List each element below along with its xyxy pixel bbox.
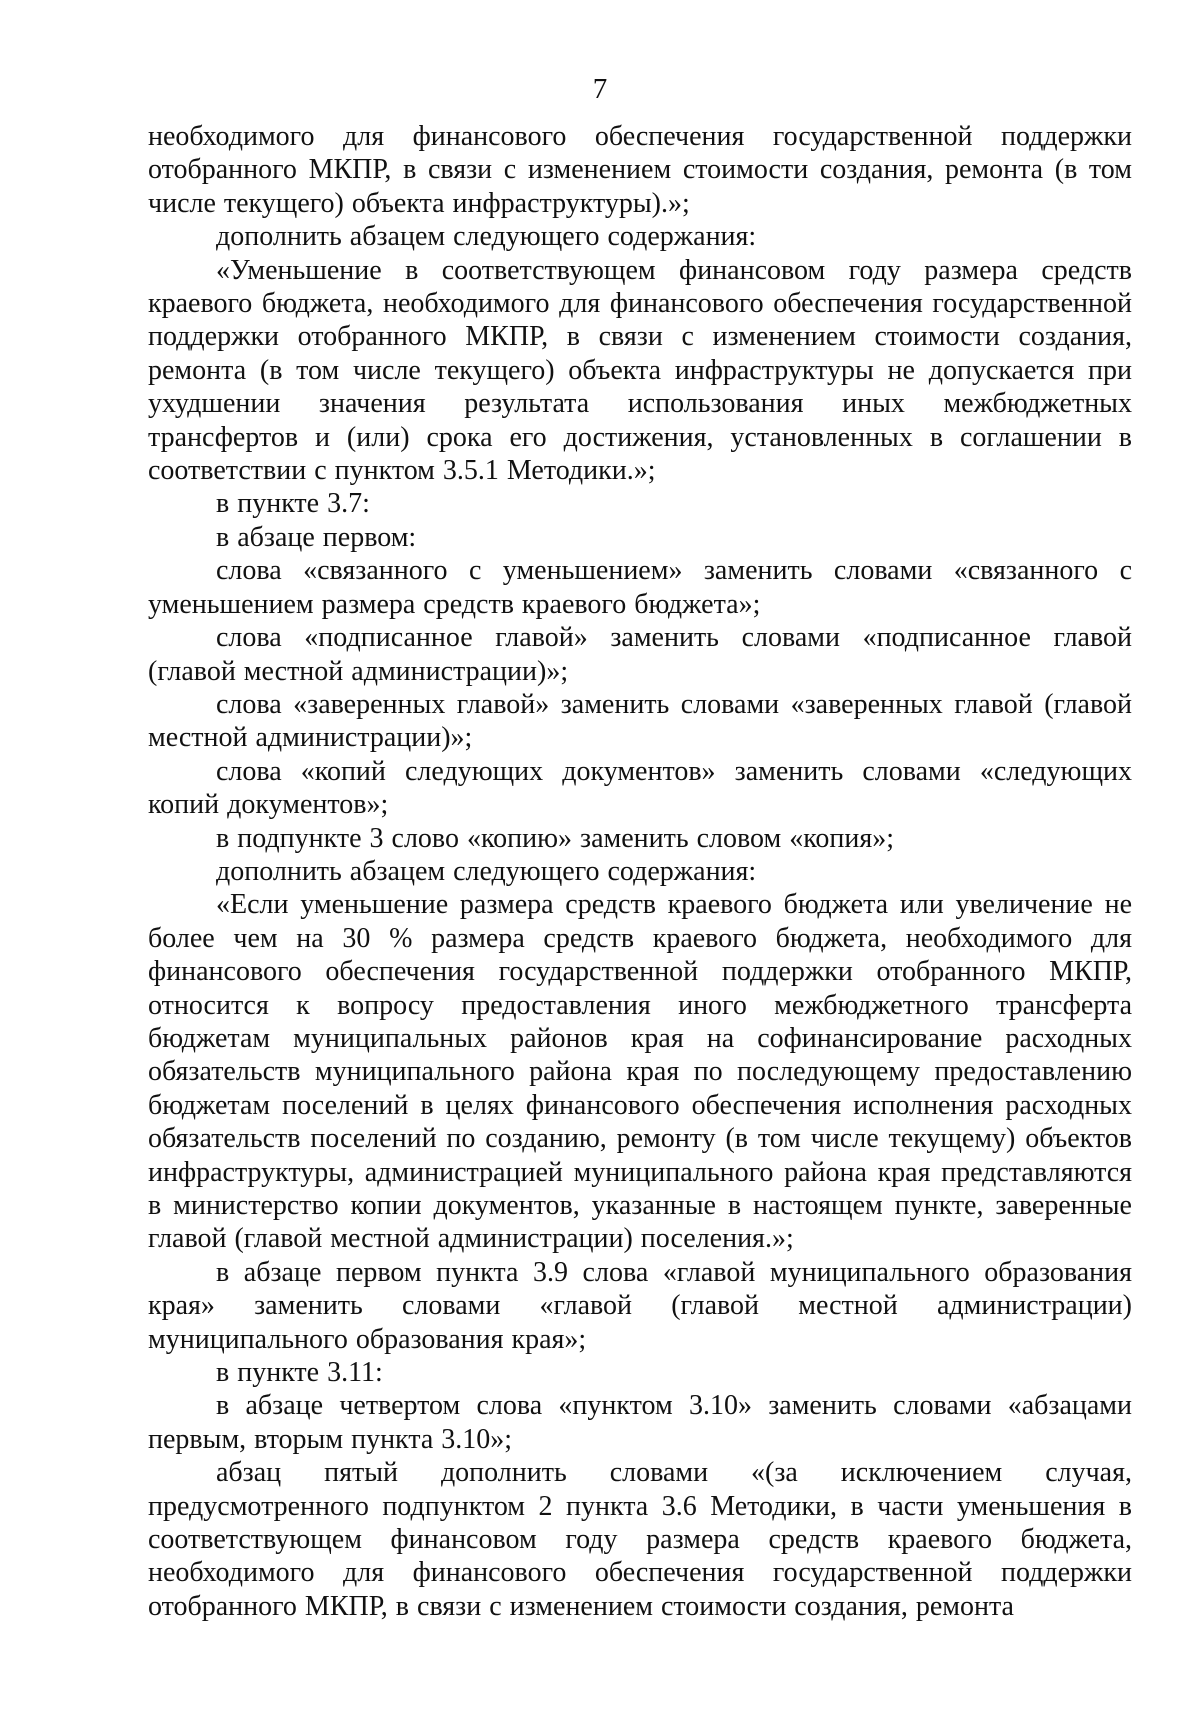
document-body [148, 120, 1132, 1623]
paragraph: слова «связанного с уменьшением» заменить словами «связанного с уменьшением размера средств краевого бюджета»; [148, 555, 1132, 620]
paragraph: «Если уменьшение размера средств краевого бюджета или увеличение не более чем на 30 % размера средств краевого бюджета, необходимого для финансового обеспечения государственной поддержки отобранного МКПР, относится к вопросу предоставления иного межбюджетного трансферта бюджетам муниципальных районов края на софинансирование расходных обязательств муниципального района края по последующему предоставлению бюджетам поселений в целях финансового обеспечения исполнения расходных обязательств поселений по созданию, ремонту (в том числе текущему) объектов инфраструктуры, администрацией муниципального района края представляются в министерство копии документов, указанные в настоящем пункте, заверенные главой (главой местной администрации) поселения.»; [148, 889, 1132, 1255]
paragraph: слова «подписанное главой» заменить словами «подписанное главой (главой местной администрации)»; [148, 622, 1132, 687]
paragraph: слова «заверенных главой» заменить словами «заверенных главой (главой местной администрации)»; [148, 688, 1132, 754]
paragraph: в пункте 3.11: [216, 1357, 383, 1389]
paragraph: дополнить абзацем следующего содержания: [216, 221, 757, 253]
paragraph: в абзаце четвертом слова «пунктом 3.10» заменить словами «абзацами первым, вторым пункта 3.10»; [148, 1390, 1132, 1455]
paragraph: в абзаце первом пункта 3.9 слова «главой муниципального образования края» заменить словами «главой (главой местной администрации) муниципального образования края»; [148, 1256, 1132, 1355]
paragraph-continuation: необходимого для финансового обеспечения государственной поддержки отобранного МКПР, в связи с изменением стоимости создания, ремонта (в том числе текущего) объекта инфраструктуры).»; [148, 121, 1132, 219]
paragraph: слова «копий следующих документов» заменить словами «следующих копий документов»; [148, 755, 1132, 821]
page-number: 7 [592, 73, 608, 105]
paragraph: дополнить абзацем следующего содержания: [216, 855, 757, 887]
paragraph: в пункте 3.7: [216, 488, 370, 520]
paragraph: в абзаце первом: [216, 521, 417, 553]
paragraph: в подпункте 3 слово «копию» заменить словом «копия»; [216, 822, 895, 854]
paragraph: «Уменьшение в соответствующем финансовом году размера средств краевого бюджета, необходимого для финансового обеспечения государственной поддержки отобранного МКПР, в связи с изменением стоимости создания, ремонта (в том числе текущего) объекта инфраструктуры не допускается при ухудшении значения результата использования иных межбюджетных трансфертов и (или) срока его достижения, установленных в соглашении в соответствии с пунктом 3.5.1 Методики.»; [148, 254, 1132, 487]
paragraph: абзац пятый дополнить словами «(за исключением случая, предусмотренного подпунктом 2 пункта 3.6 Методики, в части уменьшения в соответствующем финансовом году размера средств краевого бюджета, необходимого для финансового обеспечения государственной поддержки отобранного МКПР, в связи с изменением стоимости создания, ремонта [148, 1457, 1132, 1622]
